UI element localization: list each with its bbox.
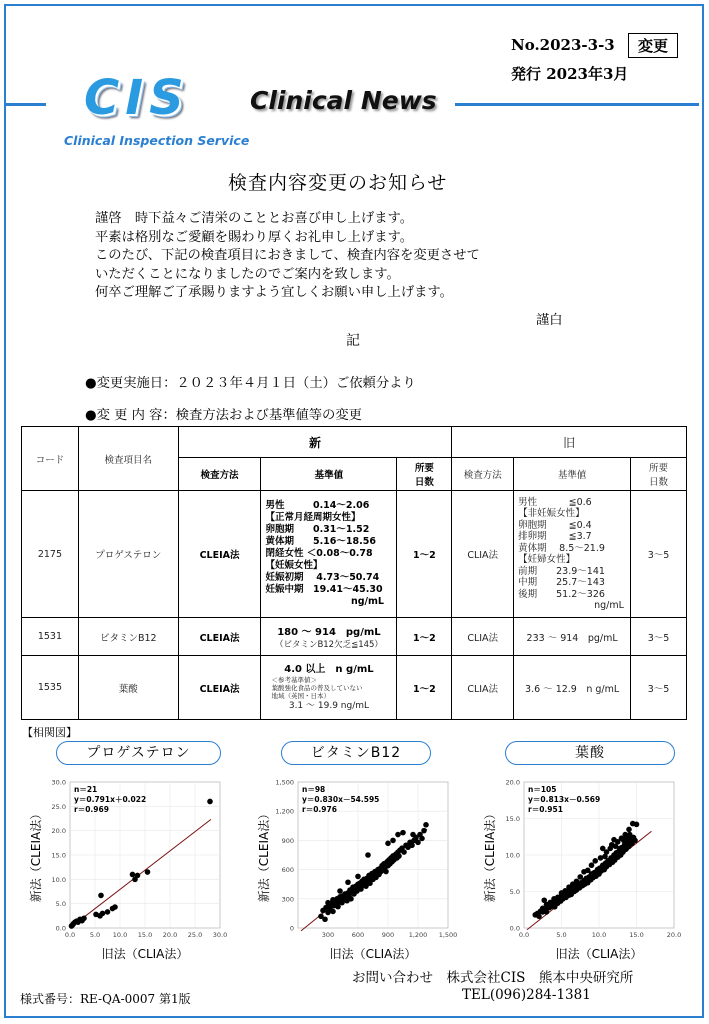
data-point <box>365 852 371 858</box>
data-point <box>130 872 136 878</box>
issue-number: No.2023-3-3 <box>511 36 615 54</box>
x-tick-label: 0.0 <box>64 931 76 939</box>
data-point <box>577 874 583 880</box>
x-axis-label: 旧法（CLIA法） <box>555 947 643 961</box>
col-new-ref: 基準値 <box>261 458 397 491</box>
data-point <box>98 893 104 899</box>
change-date: ●変更実施日：２０２３年４月１日（土）ご依頼分より <box>85 376 416 391</box>
data-point <box>589 862 595 868</box>
y-tick-label: 1,500 <box>275 778 294 787</box>
col-new: 新 <box>178 427 452 458</box>
x-tick-label: 10.0 <box>112 931 128 939</box>
chart-title-progesterone: プロゲステロン <box>56 741 221 765</box>
notice-paragraph: 謹啓 時下益々ご清栄のこととお喜び申し上げます。 <box>95 211 414 226</box>
y-axis-label: 新法（CLEIA法） <box>257 807 271 903</box>
notice-body <box>95 210 480 303</box>
data-point <box>401 849 407 855</box>
stat-label: n＝105 <box>528 785 557 794</box>
stat-label: n＝21 <box>74 785 98 794</box>
y-tick-label: 0.0 <box>55 924 66 933</box>
y-tick-label: 10.0 <box>51 875 66 884</box>
row-new-ref-note2: 3.1 ～ 19.9 ng/mL <box>288 701 370 711</box>
y-tick-label: 5.0 <box>509 888 520 896</box>
row-old-ref: 男性 ≦0.6 【非妊娠女性】 卵胞期 ≦0.4 排卵期 ≦3.7 黄体期 8.5～21.9 【妊婦女性】 前期 23.9～141 中期 25.7～143 後期 51.2～326 ng/mL <box>518 496 624 611</box>
tel-number: TEL(096)284-1381 <box>462 987 591 1003</box>
stat-label: y＝0.813x－0.569 <box>528 795 601 804</box>
y-tick-label: 600 <box>281 866 294 875</box>
y-tick-label: 15.0 <box>505 815 520 823</box>
x-tick-label: 5.0 <box>89 931 101 939</box>
row-old-days: 3～5 <box>631 618 687 656</box>
correlation-label: 【相関図】 <box>22 726 77 739</box>
x-tick-label: 0.0 <box>518 931 530 939</box>
data-point <box>581 869 587 875</box>
change-content: ●変 更 内 容：検査方法および基準値等の変更 <box>85 408 362 423</box>
row-new-days: 1～2 <box>397 491 452 618</box>
col-old: 旧 <box>452 427 687 458</box>
data-point <box>330 897 336 903</box>
stat-label: r＝0.976 <box>302 805 337 814</box>
row-new-ref: 180 ～ 914 pg/mL <box>277 627 381 638</box>
col-old-days: 所要 日数 <box>631 458 687 491</box>
stat-label: n＝98 <box>302 785 326 794</box>
logo-subtitle: Clinical Inspection Service <box>64 133 250 148</box>
ki-mark: 記 <box>346 333 360 349</box>
data-point <box>100 911 106 917</box>
data-point <box>395 832 401 838</box>
header-rule-right <box>455 103 699 106</box>
notice-paragraph: いただくことになりましたのでご案内を致します。 <box>95 266 400 282</box>
x-tick-label: 15.0 <box>629 931 644 939</box>
data-point <box>592 858 598 864</box>
x-tick-label: 20.0 <box>666 931 682 939</box>
chart-vitamin-b12 <box>250 770 462 966</box>
row-new-method: CLEIA法 <box>178 656 261 720</box>
data-point <box>337 888 343 894</box>
data-point <box>335 904 341 910</box>
data-point <box>632 838 638 844</box>
x-tick-label: 20.0 <box>162 931 178 939</box>
col-new-method: 検査方法 <box>178 458 261 491</box>
x-tick-label: 5.0 <box>556 931 567 939</box>
data-point <box>81 915 87 921</box>
x-axis-label: 旧法（CLIA法） <box>101 947 189 961</box>
data-point <box>540 905 546 911</box>
x-tick-label: 25.0 <box>187 931 203 939</box>
y-tick-label: 0.0 <box>509 924 520 933</box>
col-new-days: 所要 日数 <box>397 458 452 491</box>
data-point <box>348 896 354 902</box>
data-point <box>325 900 331 906</box>
regression-line <box>73 819 211 925</box>
data-point <box>330 909 336 915</box>
data-point <box>423 822 429 828</box>
x-tick-label: 900 <box>381 931 395 939</box>
closing-word: 謹白 <box>536 313 563 328</box>
issue-date: 発行 2023年3月 <box>511 65 629 83</box>
x-tick-label: 600 <box>351 931 365 939</box>
notice-paragraph: 平素は格別なご愛顧を賜わり厚くお礼申し上げます。 <box>95 229 414 245</box>
data-point <box>383 869 389 875</box>
x-tick-label: 10.0 <box>591 931 607 939</box>
stat-label: y＝0.830x－54.595 <box>302 795 380 804</box>
row-item: ビタミンB12 <box>78 618 178 656</box>
row-code: 2175 <box>22 491 79 618</box>
data-point <box>419 836 425 842</box>
data-point <box>626 827 632 833</box>
newsletter-title: Clinical News <box>250 86 437 115</box>
x-tick-label: 15.0 <box>137 931 153 939</box>
data-point <box>396 853 402 859</box>
data-point <box>145 869 151 875</box>
notice-paragraph: 何卒ご理解ご了承賜りますよう宜しくお願い申し上げます。 <box>95 285 453 300</box>
change-badge: 変更 <box>628 33 678 58</box>
data-point <box>559 890 565 896</box>
row-code: 1531 <box>22 618 79 656</box>
row-new-days: 1～2 <box>397 656 452 720</box>
cis-logo: CIS <box>84 70 190 126</box>
table-row <box>22 491 687 618</box>
table-row <box>22 656 687 720</box>
stat-label: r＝0.951 <box>528 805 563 814</box>
row-old-method: CLIA法 <box>452 656 514 720</box>
data-point <box>385 841 391 847</box>
row-old-ref: 3.6 ～ 12.9 n g/mL <box>514 656 631 720</box>
data-point <box>415 840 421 846</box>
data-point <box>105 909 111 915</box>
col-item: 検査項目名 <box>78 427 178 491</box>
y-tick-label: 20.0 <box>505 778 520 787</box>
data-point <box>207 799 213 805</box>
chart-folate <box>476 770 686 966</box>
data-point <box>112 904 118 910</box>
data-point <box>400 830 406 836</box>
row-new-days: 1～2 <box>397 618 452 656</box>
data-point <box>611 837 617 843</box>
notice-paragraph: このたび、下記の検査項目におきまして、検査内容を変更させて <box>95 248 480 263</box>
header-rule-left <box>6 103 46 106</box>
chart-title-vitamin-b12: ビタミンB12 <box>281 741 431 765</box>
table-row <box>22 618 687 656</box>
data-point <box>624 834 630 840</box>
row-old-ref: 233 ～ 914 pg/mL <box>514 618 631 656</box>
y-tick-label: 300 <box>281 895 294 904</box>
y-tick-label: 15.0 <box>51 851 66 860</box>
data-point <box>409 842 415 848</box>
x-tick-label: 1,200 <box>408 931 428 939</box>
test-change-table <box>21 426 687 720</box>
chart-title-folate: 葉酸 <box>505 741 675 765</box>
notice-title: 検査内容変更のお知らせ <box>228 172 448 194</box>
x-tick-label: 30.0 <box>212 931 228 939</box>
row-new-ref-note: （ビタミンB12欠乏≦145） <box>274 640 383 650</box>
chart-progesterone <box>22 770 232 966</box>
y-tick-label: 20.0 <box>51 827 66 836</box>
row-new-ref: 男性 0.14～2.06 【正常月経周期女性】 卵胞期 0.31～1.52 黄体期 5.16～18.56 閉経女性 ＜0.08～0.78 【妊娠女性】 妊娠初期 4.73～50.74 妊娠中期 19.41～45.30 ng/mL <box>265 500 384 607</box>
row-old-days: 3～5 <box>631 491 687 618</box>
x-axis-label: 旧法（CLIA法） <box>329 947 417 961</box>
y-tick-label: 1,200 <box>275 807 294 816</box>
data-point <box>421 828 427 834</box>
data-point <box>355 874 361 880</box>
stat-label: y＝0.791x＋0.022 <box>74 795 147 804</box>
data-point <box>322 916 328 922</box>
data-point <box>634 822 640 828</box>
y-tick-label: 30.0 <box>51 778 66 787</box>
y-tick-label: 0 <box>289 924 294 933</box>
row-item: 葉酸 <box>78 656 178 720</box>
y-tick-label: 5.0 <box>55 900 66 909</box>
row-new-method: CLEIA法 <box>178 491 261 618</box>
data-point <box>135 873 141 879</box>
row-new-ref-note: ＜参考基準値＞ 葉酸強化食品の普及していない 地域（英国・日本） <box>271 676 363 700</box>
form-number: 様式番号：RE-QA-0007 第1版 <box>20 992 191 1006</box>
x-tick-label: 1,500 <box>438 931 458 939</box>
contact-info: お問い合わせ 株式会社CIS 熊本中央研究所 <box>352 970 634 986</box>
data-point <box>600 846 606 852</box>
data-point <box>598 855 604 861</box>
row-new-method: CLEIA法 <box>178 618 261 656</box>
data-point <box>609 842 615 848</box>
y-axis-label: 新法（CLEIA法） <box>29 807 43 903</box>
col-code: コード <box>22 427 79 491</box>
data-point <box>390 838 396 844</box>
col-old-ref: 基準値 <box>514 458 631 491</box>
y-tick-label: 25.0 <box>51 802 66 811</box>
stat-label: r＝0.969 <box>74 805 109 814</box>
data-point <box>410 832 416 838</box>
row-old-method: CLIA法 <box>452 491 514 618</box>
y-tick-label: 10.0 <box>505 851 520 860</box>
row-new-ref: 4.0 以上 n g/mL <box>284 664 374 675</box>
data-point <box>345 879 351 885</box>
col-old-method: 検査方法 <box>452 458 514 491</box>
x-tick-label: 300 <box>321 931 335 939</box>
y-axis-label: 新法（CLEIA法） <box>483 807 497 903</box>
row-item: プロゲステロン <box>78 491 178 618</box>
data-point <box>536 914 542 920</box>
row-old-days: 3～5 <box>631 656 687 720</box>
y-tick-label: 900 <box>281 836 294 845</box>
row-old-method: CLIA法 <box>452 618 514 656</box>
row-code: 1535 <box>22 656 79 720</box>
